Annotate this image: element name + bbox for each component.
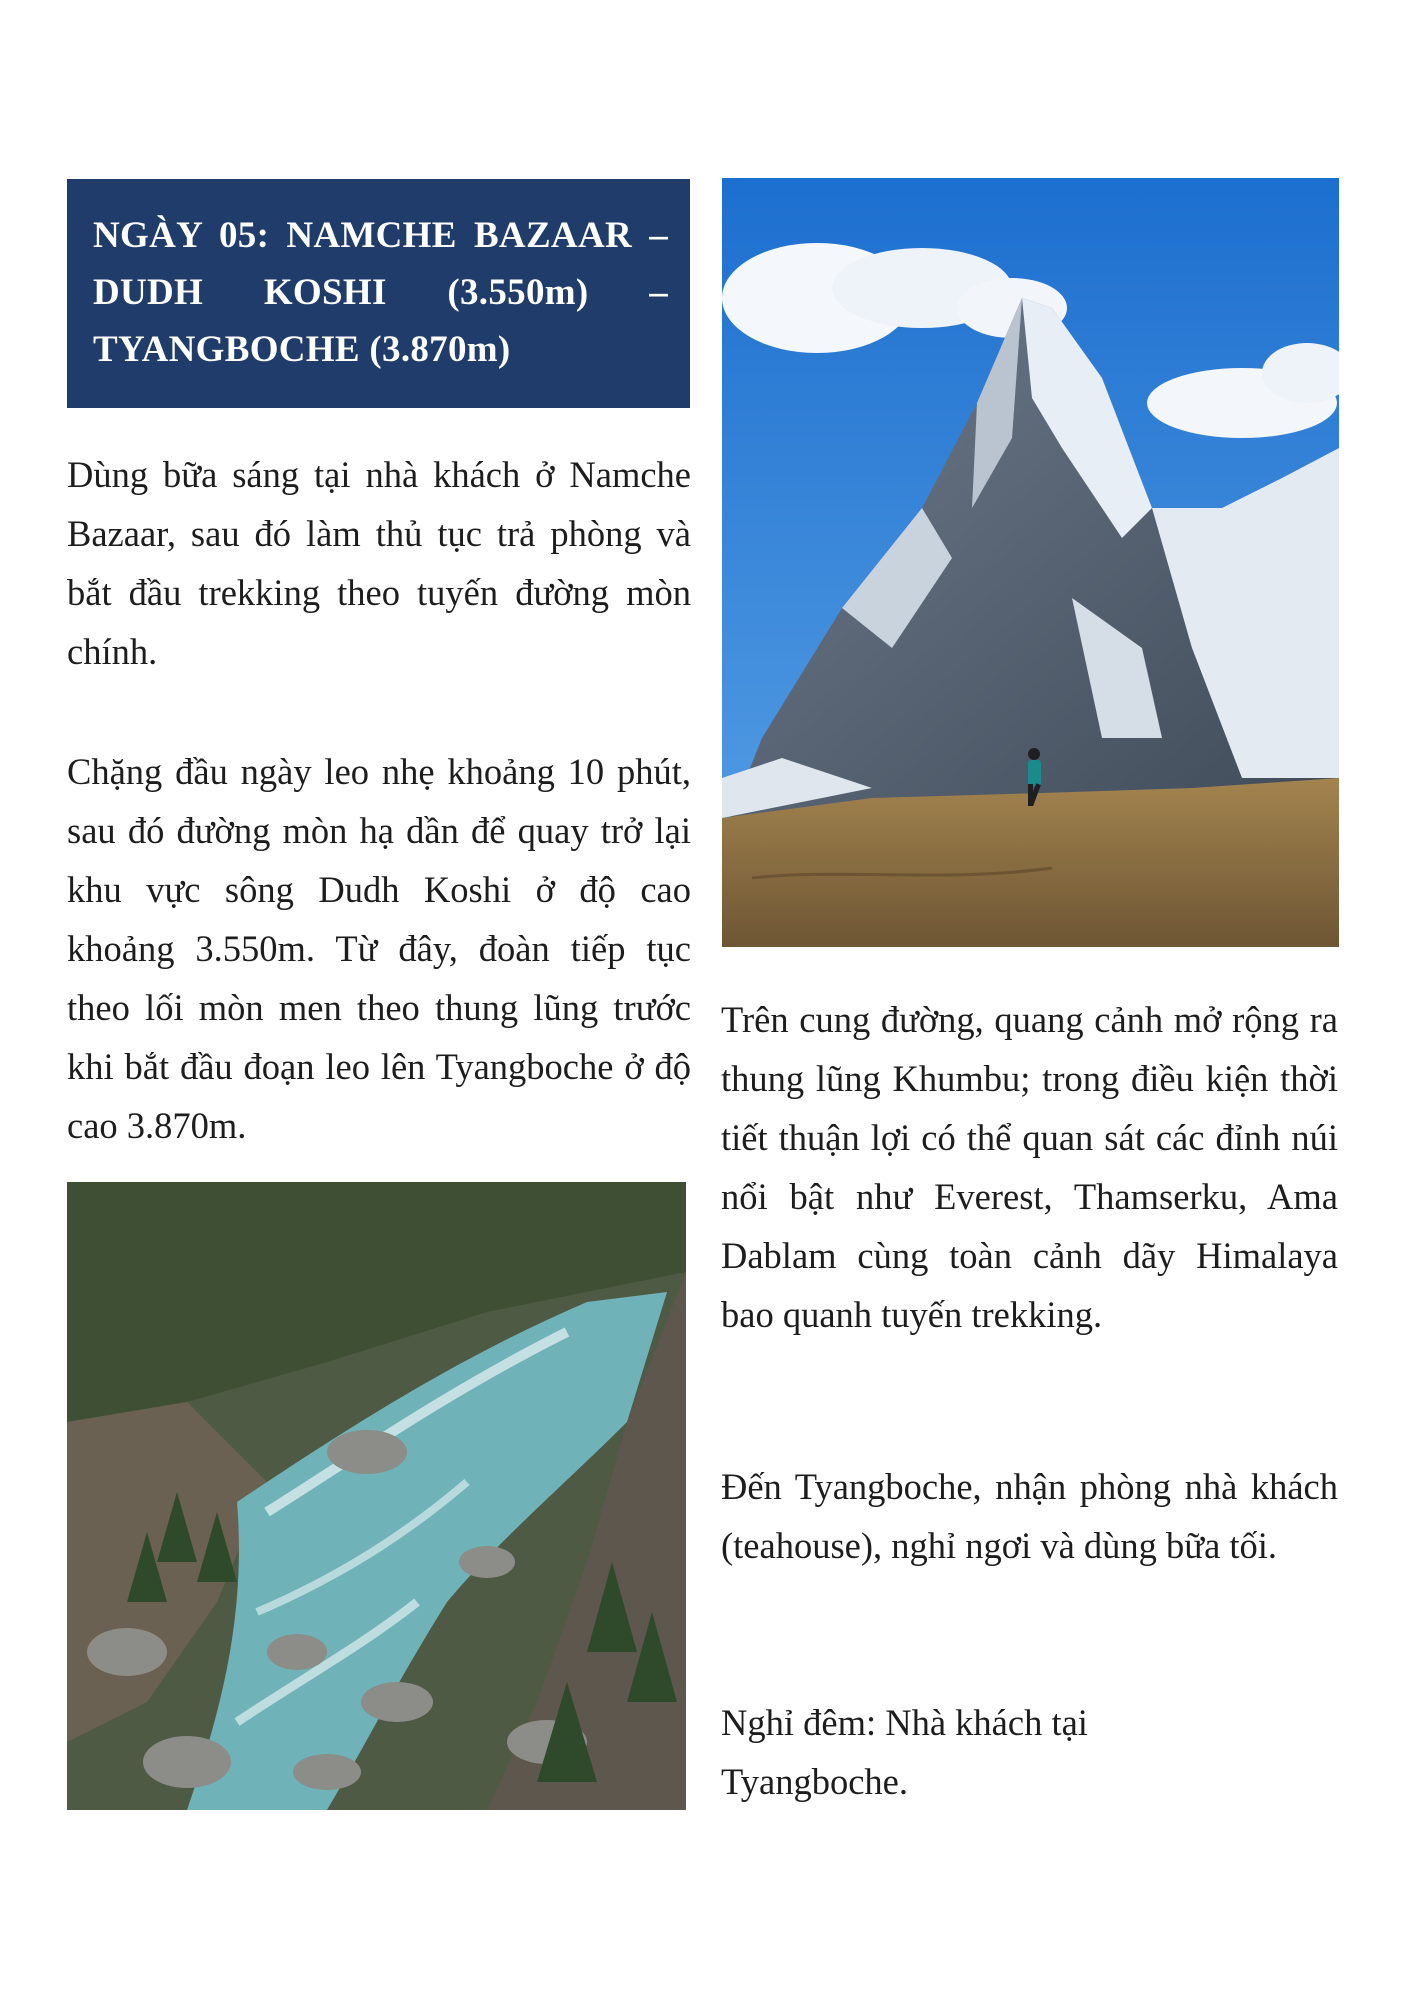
overnight-place: Tyangboche. <box>721 1761 908 1802</box>
paragraph-route: Chặng đầu ngày leo nhẹ khoảng 10 phút, sau đó đường mòn hạ dần để quay trở lại khu vực sông Dudh Koshi ở độ cao khoảng 3.550m. Từ đây, đoàn tiếp tục theo lối mòn men theo thung lũng trước khi bắt đầu đoạn leo lên Tyangboche ở độ cao 3.870m. <box>67 751 691 1146</box>
overnight-note <box>721 1693 1338 1811</box>
paragraph-views: Trên cung đường, quang cảnh mở rộng ra thung lũng Khumbu; trong điều kiện thời tiết thuận lợi có thể quan sát các đỉnh núi nổi bật như Everest, Thamserku, Ama Dablam cùng toàn cảnh dãy Himalaya bao quanh tuyến trekking. <box>721 999 1338 1335</box>
paragraph-arrival: Đến Tyangboche, nhận phòng nhà khách (teahouse), nghỉ ngơi và dùng bữa tối. <box>721 1466 1338 1566</box>
overnight-label: Nghỉ đêm: Nhà khách tại <box>721 1702 1088 1743</box>
dudh-koshi-river-photo <box>67 1182 686 1810</box>
paragraph-breakfast: Dùng bữa sáng tại nhà khách ở Namche Bazaar, sau đó làm thủ tục trả phòng và bắt đầu trekking theo tuyến đường mòn chính. <box>67 454 691 672</box>
mountain-trekker-photo <box>722 178 1339 947</box>
day-title: NGÀY 05: NAMCHE BAZAAR – DUDH KOSHI (3.550m) – TYANGBOCHE (3.870m) <box>93 215 668 370</box>
day-title-banner <box>67 179 690 408</box>
